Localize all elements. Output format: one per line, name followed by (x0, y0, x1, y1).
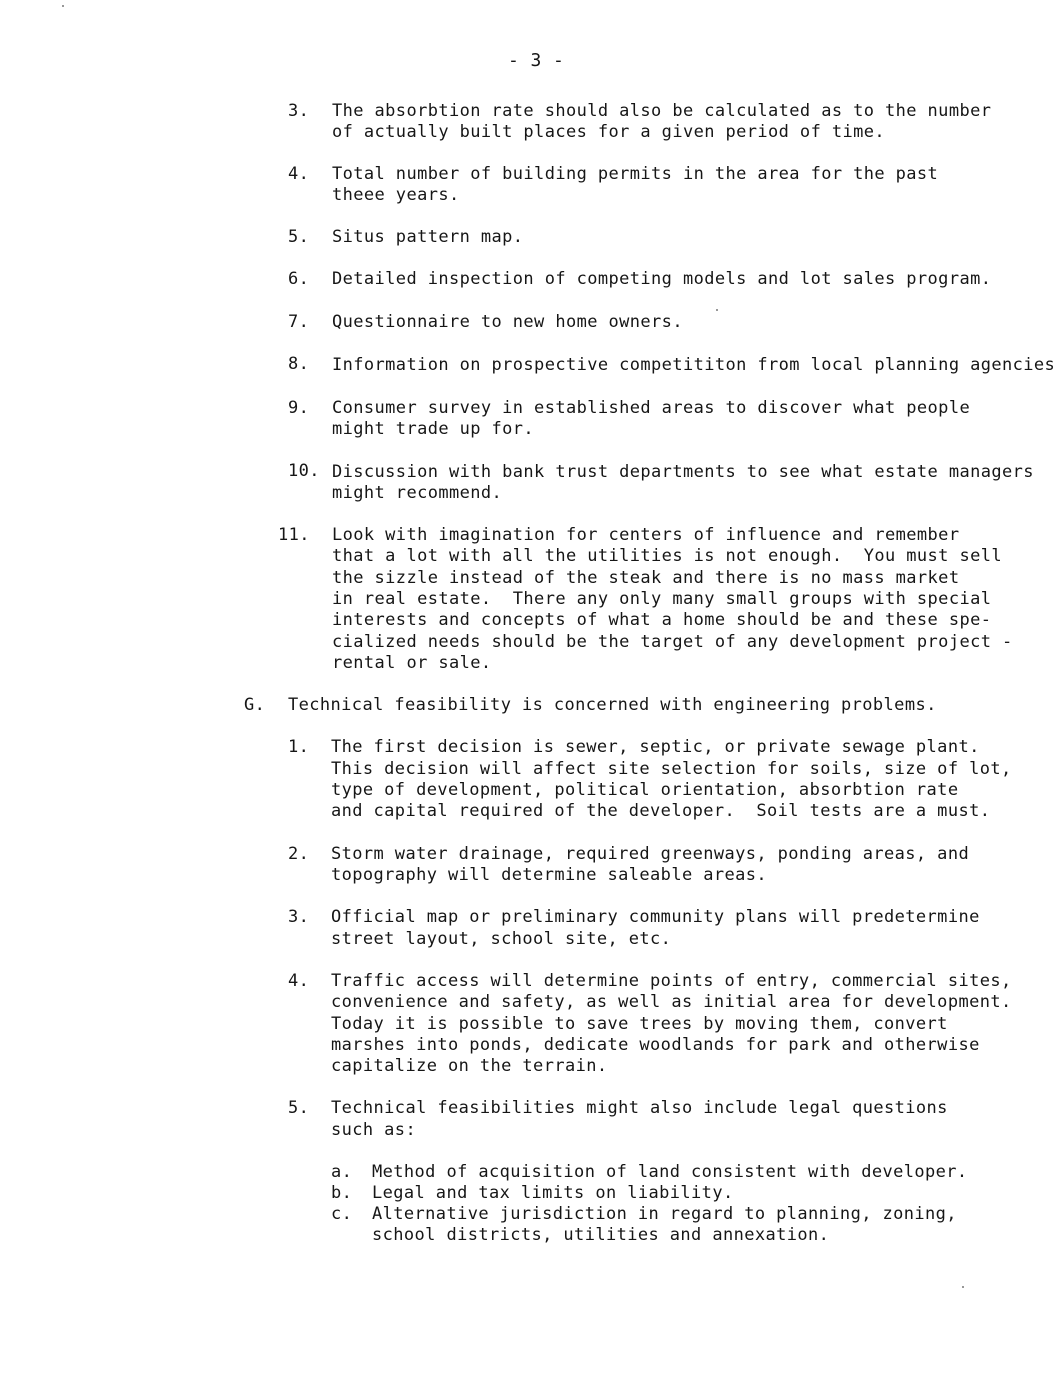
list-item-line: Detailed inspection of competing models and lot sales program. (332, 269, 992, 289)
list-item-line: marshes into ponds, dedicate woodlands for park and otherwise (331, 1035, 980, 1055)
list-item-number: 4. (288, 164, 310, 184)
list-item-line: and capital required of the developer. Soil tests are a must. (331, 801, 991, 821)
sub-list-line: Method of acquisition of land consistent with developer. (372, 1162, 968, 1182)
sub-list-letter: a. (331, 1162, 353, 1182)
list-item-line: cialized needs should be the target of any development project - (332, 632, 1013, 652)
sub-list-line: Legal and tax limits on liability. (372, 1183, 734, 1203)
list-item-line: capitalize on the terrain. (331, 1056, 608, 1076)
list-item-line: convenience and safety, as well as initial area for development. (331, 992, 1012, 1012)
list-item-line: such as: (331, 1120, 417, 1140)
list-item-number: 2. (288, 844, 310, 864)
list-item-line: The first decision is sewer, septic, or private sewage plant. (331, 737, 980, 757)
list-item-number: 10. (288, 461, 320, 481)
list-item-line: topography will determine saleable areas. (331, 865, 768, 885)
list-item-number: 5. (288, 227, 310, 247)
list-item-line: of actually built places for a given period of time. (332, 122, 886, 142)
list-item-line: Today it is possible to save trees by moving them, convert (331, 1014, 948, 1034)
list-item-line: Consumer survey in established areas to discover what people (332, 398, 971, 418)
list-item-line: This decision will affect site selection for soils, size of lot, (331, 759, 1012, 779)
list-item-line: street layout, school site, etc. (331, 929, 672, 949)
sub-list-line: Alternative jurisdiction in regard to planning, zoning, (372, 1204, 957, 1224)
list-item-line: Storm water drainage, required greenways, ponding areas, and (331, 844, 970, 864)
list-item-line: Traffic access will determine points of entry, commercial sites, (331, 971, 1012, 991)
list-item-line: Discussion with bank trust departments to see what estate managers (332, 462, 1034, 482)
list-item-line: might recommend. (332, 483, 503, 503)
list-item-number: 1. (288, 737, 310, 757)
list-item-line: Situs pattern map. (332, 227, 524, 247)
list-item-line: the sizzle instead of the steak and there is no mass market (332, 568, 960, 588)
list-item-number: 3. (288, 907, 310, 927)
list-item-line: in real estate. There any only many small groups with special (332, 589, 992, 609)
scan-speck (962, 1286, 964, 1288)
list-item-number: 8. (288, 354, 310, 374)
list-item-number: 5. (288, 1098, 310, 1118)
list-item-number: 9. (288, 398, 310, 418)
list-item-line: Information on prospective competititon from local planning agencies (332, 355, 1056, 375)
sub-list-letter: b. (331, 1183, 353, 1203)
list-item-number: 11. (278, 525, 310, 545)
list-item-line: Technical feasibilities might also include legal questions (331, 1098, 948, 1118)
section-letter: G. (244, 695, 266, 715)
list-item-number: 7. (288, 312, 310, 332)
list-item-number: 6. (288, 269, 310, 289)
sub-list-line: school districts, utilities and annexation. (372, 1225, 830, 1245)
list-item-line: The absorbtion rate should also be calculated as to the number (332, 101, 992, 121)
list-item-number: 4. (288, 971, 310, 991)
list-item-line: Questionnaire to new home owners. (332, 312, 683, 332)
page-number: - 3 - (508, 50, 565, 71)
list-item-line: Look with imagination for centers of influence and remember (332, 525, 960, 545)
scan-speck (62, 5, 64, 7)
list-item-line: theee years. (332, 185, 460, 205)
list-item-number: 3. (288, 101, 310, 121)
list-item-line: Total number of building permits in the area for the past (332, 164, 939, 184)
list-item-line: that a lot with all the utilities is not enough. You must sell (332, 546, 1002, 566)
list-item-line: type of development, political orientation, absorbtion rate (331, 780, 959, 800)
list-item-line: might trade up for. (332, 419, 535, 439)
list-item-line: interests and concepts of what a home should be and these spe- (332, 610, 992, 630)
scan-speck (716, 309, 718, 311)
list-item-line: Official map or preliminary community plans will predetermine (331, 907, 980, 927)
section-heading-text: Technical feasibility is concerned with engineering problems. (288, 695, 937, 715)
list-item-line: rental or sale. (332, 653, 492, 673)
sub-list-letter: c. (331, 1204, 353, 1224)
